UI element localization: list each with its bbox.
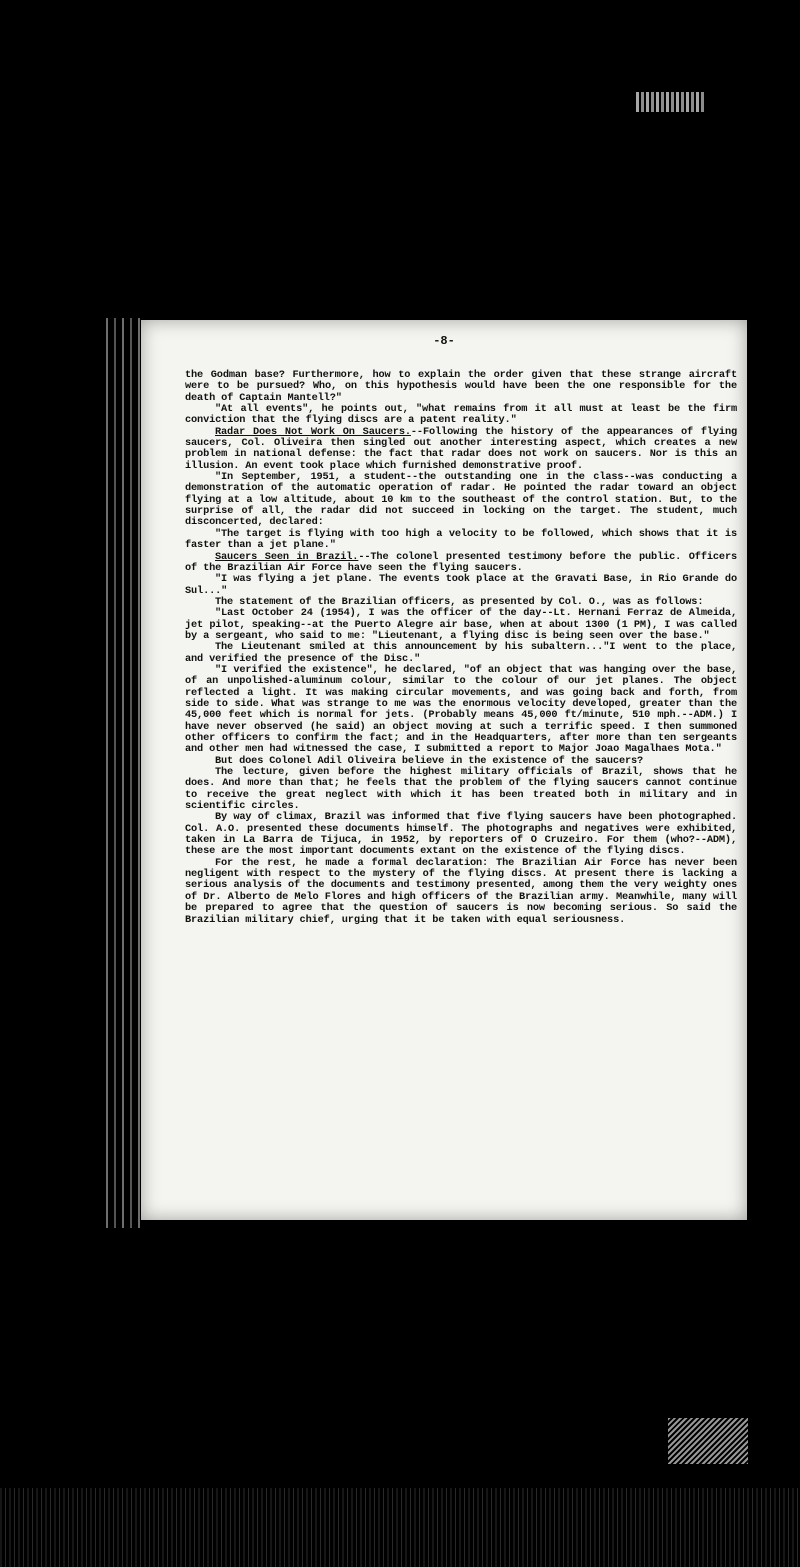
film-left-edge [100,318,142,1228]
section-heading: Saucers Seen in Brazil. [215,550,359,563]
page-number: -8- [433,334,455,348]
document-page [141,320,747,1220]
paragraph: "Last October 24 (1954), I was the officer of the day--Lt. Hernani Ferraz de Almeida, jet pilot, speaking--at the Puerto Alegre air base, when at about 1300 (1 PM), I was called by a sergeant, who said to me: "Lieutenant, a flying disc is being seen over the base." [185,607,737,642]
paragraph: The statement of the Brazilian officers, as presented by Col. O., was as follows: [215,595,704,608]
page-body [185,370,737,926]
paragraph: Radar Does Not Work On Saucers.--Following the history of the appearances of flying saucers, Col. Oliveira then singled out another interesting aspect, which creates a new problem in national defense: the fact that radar does not work on saucers. Nor is this an illusion. An event took place which furnished demonstrative proof. [185,425,738,472]
paragraph: But does Colonel Adil Oliveira believe in the existence of the saucers? [215,754,644,767]
film-corner-mark [636,92,706,112]
paragraph: "At all events", he points out, "what remains from it all must at least be the firm conviction that the flying discs are a patent reality." [185,403,737,427]
paragraph: The lecture, given before the highest military officials of Brazil, shows that he does. And more than that; he feels that the problem of the flying saucers cannot continue to receive the great neglect with which it has been treated both in military and in scientific circles. [185,766,737,813]
paragraph: The Lieutenant smiled at this announcement by his subaltern..."I went to the place, and verified the presence of the Disc." [185,641,737,665]
paragraph: For the rest, he made a formal declaration: The Brazilian Air Force has never been negligent with respect to the mystery of the flying discs. At present there is lacking a serious analysis of the documents and testimony presented, among them the very weighty ones of Dr. Alberto de Melo Flores and high officers of the Brazilian army. Meanwhile, many will be prepared to agree that the question of saucers is now becoming serious. So said the Brazilian military chief, urging that it be taken with equal seriousness. [185,856,737,926]
film-bottom-noise [0,1488,800,1567]
film-bottom-mark [668,1418,748,1464]
paragraph: the Godman base? Furthermore, how to explain the order given that these strange aircraft were to be pursued? Who, on this hypothesis would have been the one responsible for the death of Captain Mantell?" [185,369,737,404]
paragraph: Saucers Seen in Brazil.--The colonel presented testimony before the public. Officers of the Brazilian Air Force have seen the flying saucers. [185,550,738,574]
section-heading: Radar Does Not Work On Saucers. [215,425,411,438]
paragraph: "I was flying a jet plane. The events took place at the Gravati Base, in Rio Grande do Sul..." [185,573,737,597]
paragraph: "The target is flying with too high a velocity to be followed, which shows that it is faster than a jet plane." [185,527,737,552]
paragraph: By way of climax, Brazil was informed that five flying saucers have been photographed. Col. A.O. presented these documents himself. The photographs and negatives were exhibited, taken in La Barra de Tijuca, in 1952, by reporters of O Cruzeiro. For them (who?--ADM), these are the most important documents extant on the existence of the flying discs. [185,811,737,858]
paragraph: "I verified the existence", he declared, "of an object that was hanging over the base, of an unpolished-aluminum colour, similar to the colour of our jet planes. The object reflected a light. It was making circular movements, and was going back and forth, from side to side. What was strange to me was the enormous velocity developed, greater than the 45,000 feet which is normal for jets. (Probably means 45,000 ft/minute, 510 mph.--ADM.) I have never observed (he said) an object moving at such a terrific speed. I then summoned other officers to confirm the fact; and in the Headquarters, after more than ten sergeants and other men had witnessed the case, I submitted a report to Major Joao Magalhaes Mota." [185,663,737,756]
paragraph: "In September, 1951, a student--the outstanding one in the class--was conducting a demonstration of the automatic operation of radar. He pointed the radar toward an object flying at a low altitude, about 10 km to the southeast of the control station. But, to the surprise of all, the radar did not succeed in locking on the target. The student, much disconcerted, declared: [185,471,737,529]
